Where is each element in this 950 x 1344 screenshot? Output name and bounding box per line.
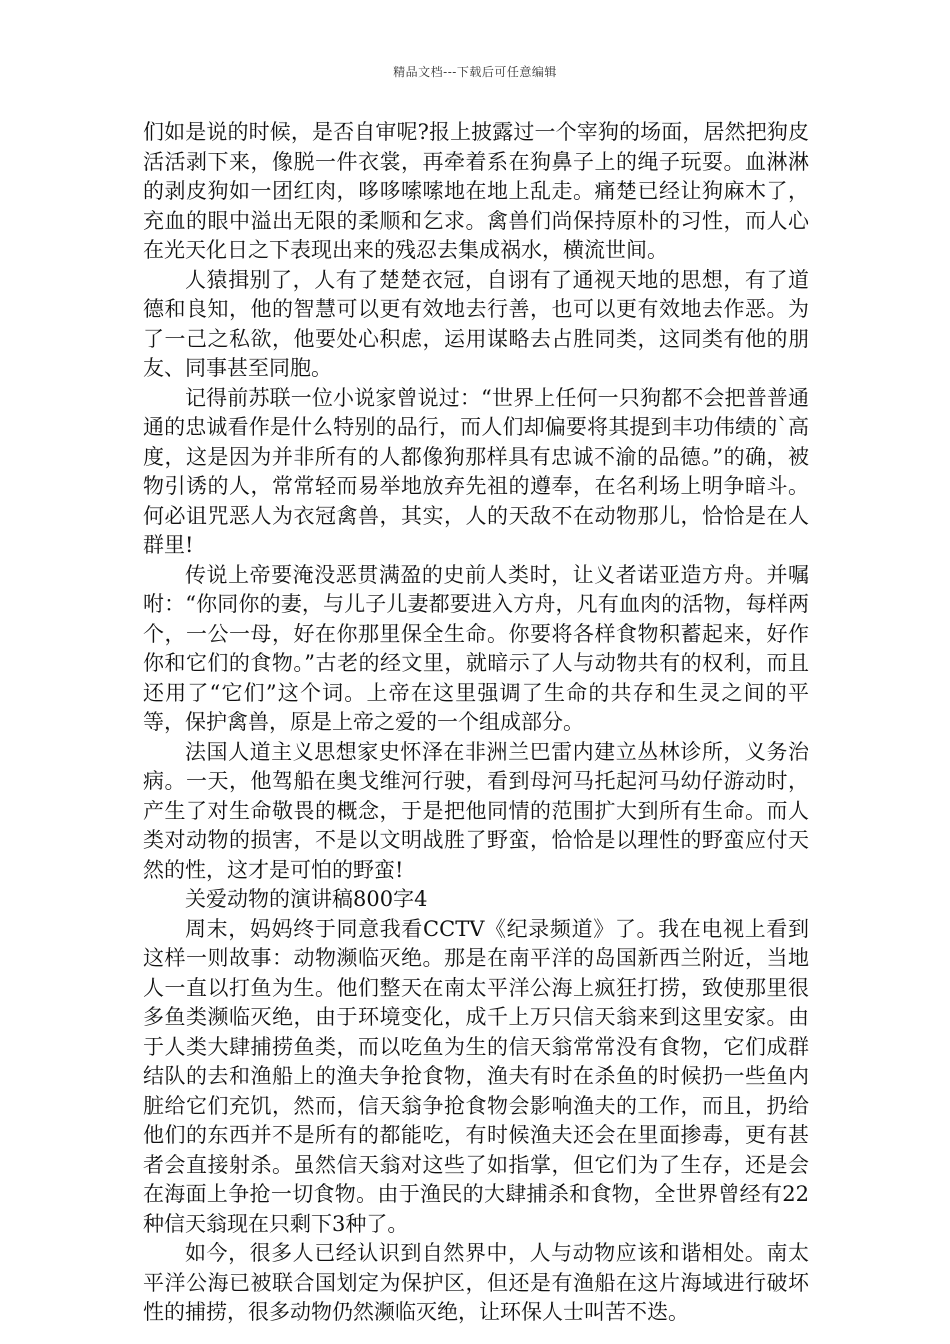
paragraph-noah-ark: 传说上帝要淹没恶贯满盈的史前人类时，让义者诺亚造方舟。并嘱咐：“你同你的妻，与儿子儿妻都要进入方舟，凡有血肉的活物，每样两个，一公一母，好在你那里保全生命。你要将各样食物积蓄起来，好作你和它们的食物。”古老的经文里，就暗示了人与动物共有的权利，而且还用了“它们”这个词。上帝在这里强调了生命的共存和生灵之间的平等，保护禽兽，原是上帝之爱的一个组成部分。 [143,562,809,734]
paragraph-schweitzer: 法国人道主义思想家史怀泽在非洲兰巴雷内建立丛林诊所，义务治病。一天，他驾船在奥戈维河行驶，看到母河马托起河马幼仔游动时，产生了对生命敬畏的概念，于是把他同情的范围扩大到所有生命。而人类对动物的损害，不是以文明战胜了野蛮，恰恰是以理性的野蛮应付天然的性，这才是可怕的野蛮! [143,739,809,882]
paragraph-harmony: 如今，很多人已经认识到自然界中，人与动物应该和谐相处。南太平洋公海已被联合国划定为保护区，但还是有渔船在这片海域进行破坏性的捕捞，很多动物仍然濒临灭绝，让环保人士叫苦不迭。 [143,1241,809,1324]
paragraph-albatross-story: 周末，妈妈终于同意我看CCTV《纪录频道》了。我在电视上看到这样一则故事：动物濒临灭绝。那是在南平洋的岛国新西兰附近，当地人一直以打鱼为生。他们整天在南太平洋公海上疯狂打捞，致使那里很多鱼类濒临灭绝，由于环境变化，成千上万只信天翁来到这里安家。由于人类大肆捕捞鱼类，而以吃鱼为生的信天翁常常没有食物，它们成群结队的去和渔船上的渔夫争抢食物，渔夫有时在杀鱼的时候扔一些鱼内脏给它们充饥，然而，信天翁争抢食物会影响渔夫的工作，而且，扔给他们的东西并不是所有的都能吃，有时候渔夫还会在里面掺毒，更有甚者会直接射杀。虽然信天翁对这些了如指掌，但它们为了生存，还是会在海面上争抢一切食物。由于渔民的大肆捕杀和食物，全世界曾经有22种信天翁现在只剩下3种了。 [143,916,809,1236]
paragraph-continuation: 们如是说的时候，是否自审呢?报上披露过一个宰狗的场面，居然把狗皮活活剥下来，像脱一件衣裳，再牵着系在狗鼻子上的绳子玩耍。血淋淋的剥皮狗如一团红肉，哆哆嗦嗦地在地上乱走。痛楚已经让狗麻木了，充血的眼中溢出无限的柔顺和乞求。禽兽们尚保持原朴的习性，而人心在光天化日之下表现出来的残忍去集成祸水，横流世间。 [143,120,809,262]
paragraph-novelist-quote: 记得前苏联一位小说家曾说过：“世界上任何一只狗都不会把普普通通的忠诚看作是什么特别的品行，而人们却偏要将其提到丰功伟绩的`高度，这是因为并非所有的人都像狗那样具有忠诚不渝的品德。”的确，被物引诱的人，常常轻而易举地放弃先祖的遵奉，在名利场上明争暗斗。何必诅咒恶人为衣冠禽兽，其实，人的天敌不在动物那儿，恰恰是在人群里! [143,385,809,557]
page-header: 精品文档---下载后可任意编辑 [393,65,557,79]
section-heading: 关爱动物的演讲稿800字4 [185,887,428,911]
document-body [143,118,809,1328]
paragraph-evolution: 人猿揖别了，人有了楚楚衣冠，自诩有了通视天地的思想，有了道德和良知，他的智慧可以更有效地去行善，也可以更有效地去作恶。为了一己之私欲，他要处心积虑，运用谋略去占胜同类，这同类有他的朋友、同事甚至同胞。 [143,267,809,380]
